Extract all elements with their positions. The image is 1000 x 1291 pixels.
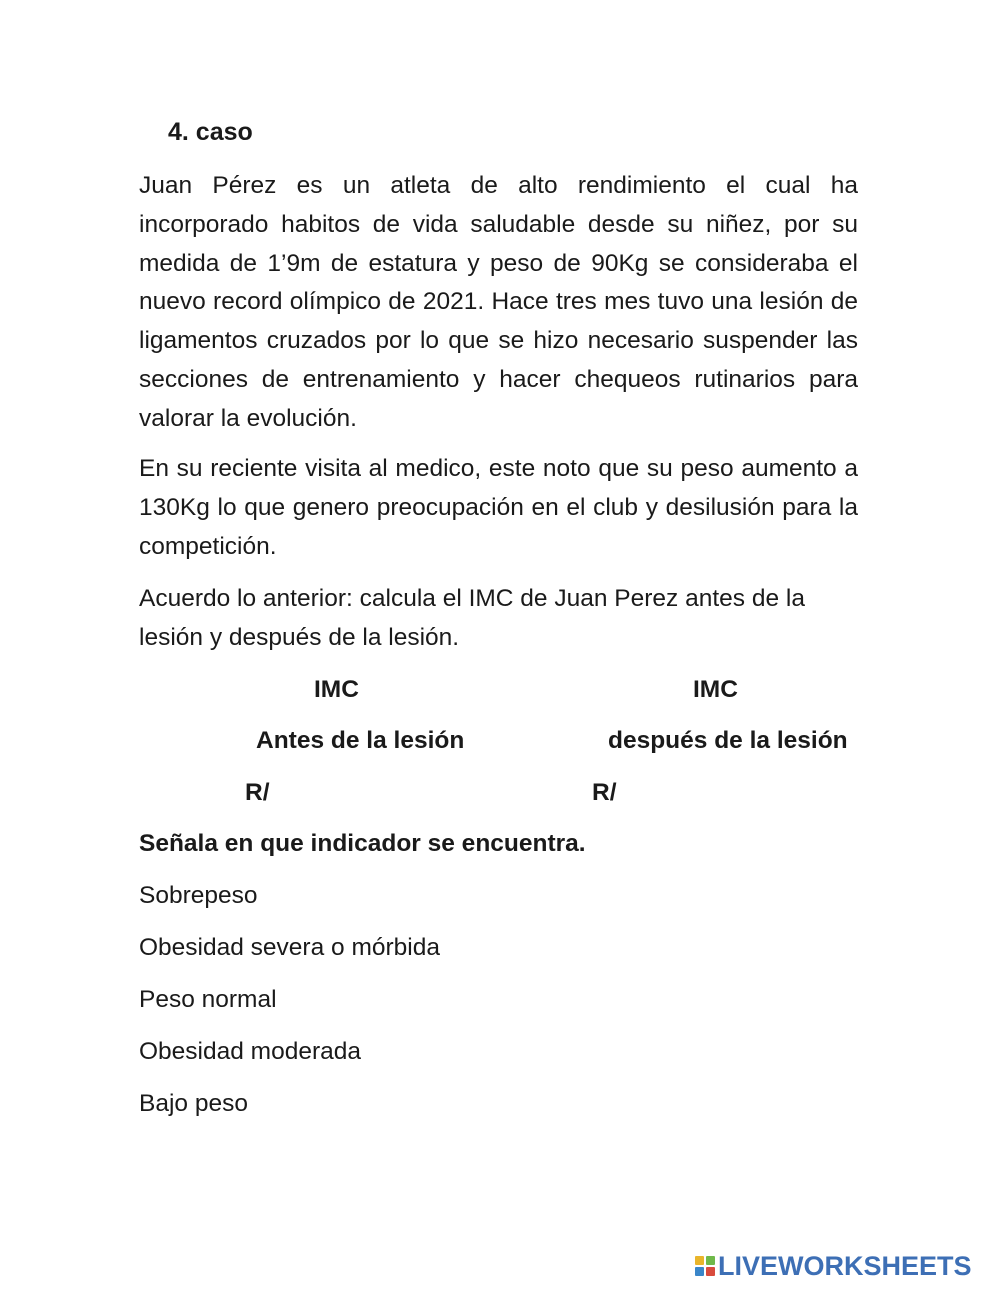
option-item[interactable]: Peso normal xyxy=(139,986,277,1013)
logo-text: LIVEWORKSHEETS xyxy=(718,1251,972,1281)
option-item[interactable]: Bajo peso xyxy=(139,1090,248,1117)
imc-after-subtitle: después de la lesión xyxy=(608,727,848,754)
imc-before-subtitle: Antes de la lesión xyxy=(256,727,465,754)
imc-before-title: IMC xyxy=(314,676,359,703)
imc-before-answer[interactable]: R/ xyxy=(245,779,270,806)
imc-after-title: IMC xyxy=(693,676,738,703)
option-item[interactable]: Sobrepeso xyxy=(139,882,258,909)
option-item[interactable]: Obesidad moderada xyxy=(139,1038,362,1065)
case-paragraph-1: Juan Pérez es un atleta de alto rendimiento el cual ha incorporado habitos de vida saludable desde su niñez, por su medida de 1’9m de estatura y peso de 90Kg se consideraba el nuevo record olímpico de 2021. Hace tres mes tuvo una lesión de ligamentos cruzados por lo que se hizo necesario suspender las secciones de entrenamiento y hacer chequeos rutinarios para valorar la evolución. xyxy=(139,172,858,432)
logo-squares-icon xyxy=(695,1256,715,1276)
instruction-paragraph: Acuerdo lo anterior: calcula el IMC de Juan Perez antes de la lesión y después de la lesión. xyxy=(139,585,805,651)
page-heading: 4. caso xyxy=(168,118,253,146)
indicator-question: Señala en que indicador se encuentra. xyxy=(139,830,586,857)
imc-after-answer[interactable]: R/ xyxy=(592,779,617,806)
case-paragraph-2: En su reciente visita al medico, este noto que su peso aumento a 130Kg lo que genero preocupación en el club y desilusión para la competición. xyxy=(139,455,858,560)
liveworksheets-logo xyxy=(695,1251,972,1281)
option-item[interactable]: Obesidad severa o mórbida xyxy=(139,934,440,961)
